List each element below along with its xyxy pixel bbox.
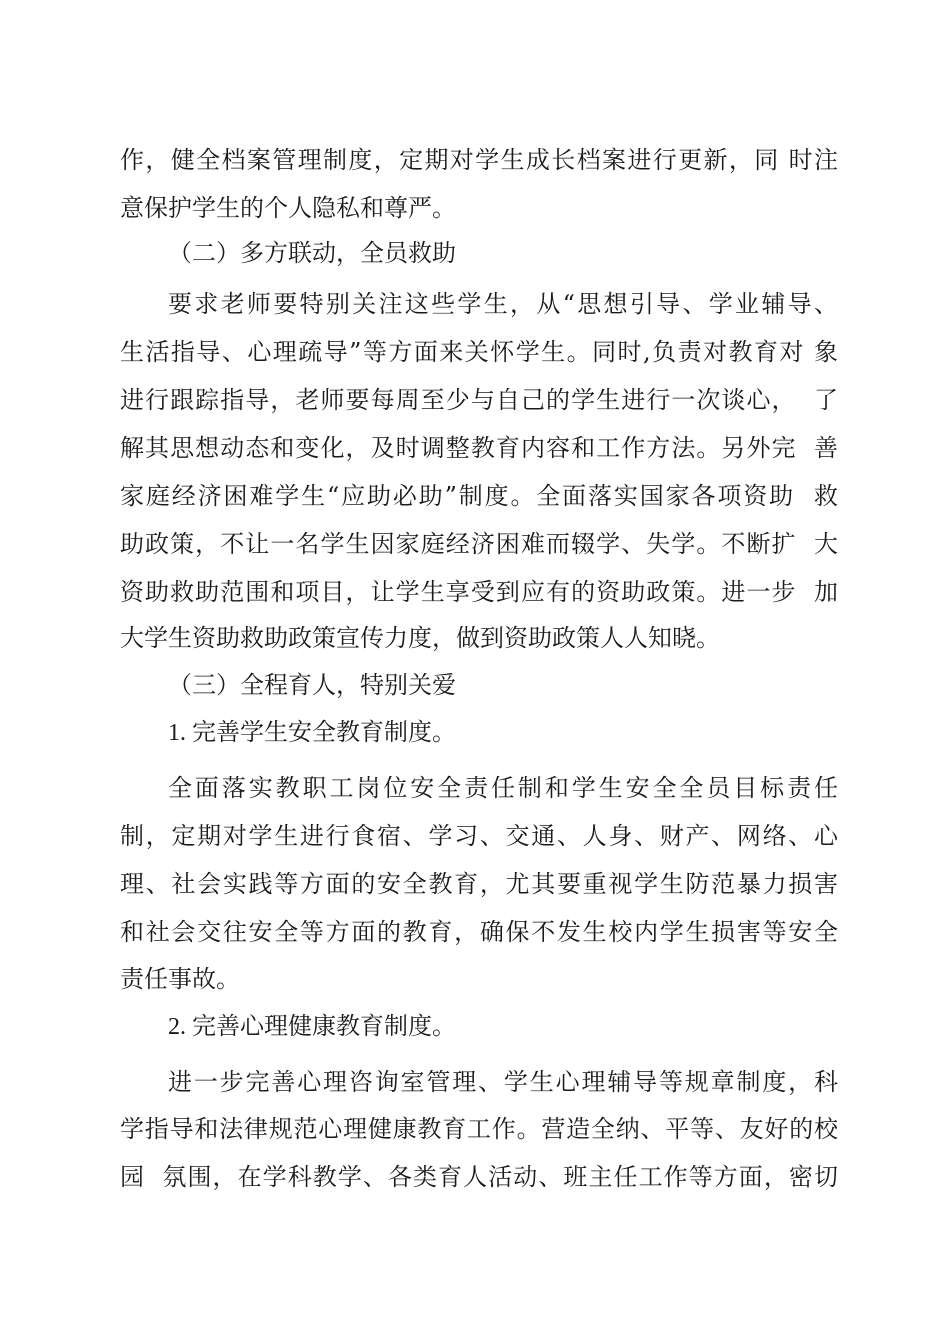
paragraph-4-line-2: 学指导和法律规范心理健康教育工作。营造全纳、平等、友好的校 <box>120 1115 838 1143</box>
paragraph-4-line-3: 园 氛围，在学科教学、各类育人活动、班主任工作等方面，密切 <box>120 1163 838 1191</box>
paragraph-2-line-4: 解其思想动态和变化，及时调整教育内容和工作方法。另外完 善 <box>120 434 838 462</box>
subheading-1: 1. 完善学生安全教育制度。 <box>168 720 456 746</box>
paragraph-2-line-2: 生活指导、心理疏导”等方面来关怀学生。同时,负责对教育对 象 <box>120 338 838 366</box>
paragraph-3-line-4: 和社会交往安全等方面的教育，确保不发生校内学生损害等安全 <box>120 918 838 946</box>
section-heading-2: （二）多方联动，全员救助 <box>168 239 456 267</box>
paragraph-4-line-1: 进一步完善心理咨询室管理、学生心理辅导等规章制度，科 <box>168 1068 838 1096</box>
subheading-2: 2. 完善心理健康教育制度。 <box>168 1014 456 1040</box>
paragraph-3-line-5: 责任事故。 <box>120 965 240 993</box>
paragraph-3-line-2: 制，定期对学生进行食宿、学习、交通、人身、财产、网络、心 <box>120 822 838 850</box>
paragraph-1-line-2: 意保护学生的个人隐私和尊严。 <box>120 194 456 222</box>
paragraph-2-line-8: 大学生资助救助政策宣传力度，做到资助政策人人知晓。 <box>120 624 720 652</box>
paragraph-2-line-6: 助政策，不让一名学生因家庭经济困难而辍学、失学。不断扩 大 <box>120 530 838 558</box>
paragraph-2-line-7: 资助救助范围和项目，让学生享受到应有的资助政策。进一步 加 <box>120 578 838 606</box>
paragraph-3-line-3: 理、社会实践等方面的安全教育，尤其要重视学生防范暴力损害 <box>120 870 838 898</box>
paragraph-3-line-1: 全面落实教职工岗位安全责任制和学生安全全员目标责任 <box>168 774 838 802</box>
paragraph-1-line-1: 作，健全档案管理制度，定期对学生成长档案进行更新，同 时注 <box>120 146 838 174</box>
paragraph-2-line-1: 要求老师要特别关注这些学生，从“思想引导、学业辅导、 <box>168 290 838 318</box>
section-heading-3: （三）全程育人，特别关爱 <box>168 671 456 699</box>
paragraph-2-line-3: 进行跟踪指导，老师要每周至少与自己的学生进行一次谈心， 了 <box>120 386 838 414</box>
paragraph-2-line-5: 家庭经济困难学生“应助必助”制度。全面落实国家各项资助 救 <box>120 482 838 510</box>
